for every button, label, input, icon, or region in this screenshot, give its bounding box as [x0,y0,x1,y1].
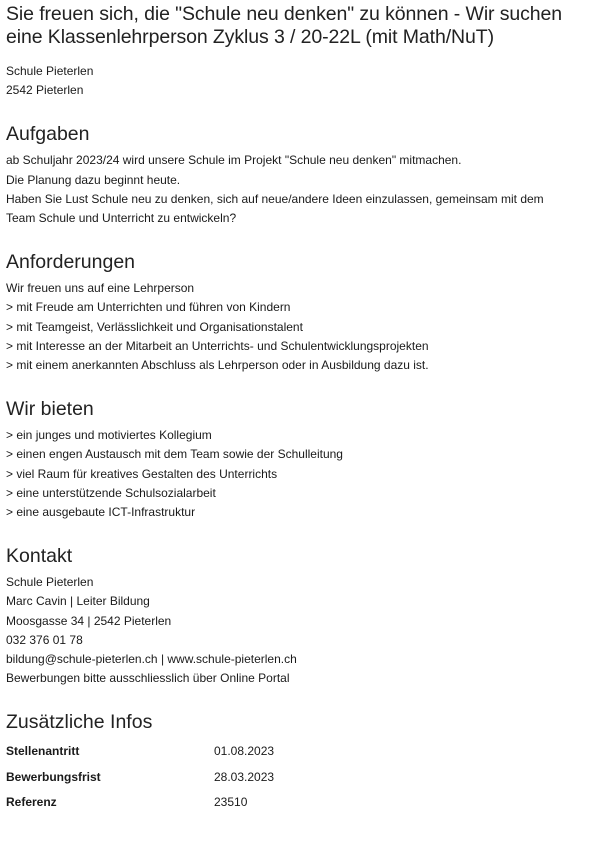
contact-email-website: bildung@schule-pieterlen.ch | www.schule-pieterlen.ch [6,652,297,667]
list-item: > mit einem anerkannten Abschluss als Lehrperson oder in Ausbildung dazu ist. [6,358,429,373]
section-wir-bieten [6,397,589,522]
section-anforderungen [6,250,589,375]
list-item: > eine ausgebaute ICT-Infrastruktur [6,505,196,520]
organization-name: Schule Pieterlen [6,64,94,78]
organization-location: 2542 Pieterlen [6,83,84,98]
table-row [6,738,274,764]
section-body-wir-bieten [6,426,589,522]
job-title-line-1: Sie freuen sich, die "Schule neu denken" zu können - Wir suchen [6,3,563,25]
list-item: > mit Teamgeist, Verlässlichkeit und Organisationstalent [6,319,303,334]
job-title-line-2: eine Klassenlehrperson Zyklus 3 / 20-22L (mit Math/NuT) [6,26,494,48]
text-line: Wir freuen uns auf eine Lehrperson [6,281,195,296]
table-row [6,764,274,790]
list-item: > einen engen Austausch mit dem Team sowie der Schulleitung [6,447,343,462]
info-value-bewerbungsfrist: 28.03.2023 [214,769,275,784]
section-aufgaben [6,122,589,228]
section-heading-kontakt: Kontakt [6,545,73,568]
section-heading-wir-bieten: Wir bieten [6,398,94,421]
list-item: > viel Raum für kreatives Gestalten des Unterrichts [6,466,278,481]
list-item: > mit Freude am Unterrichten und führen von Kindern [6,300,291,315]
contact-organization: Schule Pieterlen [6,575,94,590]
info-label-referenz: Referenz [6,795,57,810]
section-body-aufgaben [6,151,589,228]
list-item: > mit Interesse an der Mitarbeit an Unterrichts- und Schulentwicklungsprojekten [6,338,429,353]
text-line: ab Schuljahr 2023/24 wird unsere Schule im Projekt "Schule neu denken" mitmachen. [6,153,462,168]
section-heading-zusaetzliche-infos: Zusätzliche Infos [6,711,153,734]
info-value-stellenantritt: 01.08.2023 [214,744,275,759]
text-line: Haben Sie Lust Schule neu zu denken, sich auf neue/andere Ideen einzulassen, gemeinsam mit dem [6,191,544,206]
section-zusaetzliche-infos [6,710,589,815]
table-row [6,789,274,815]
contact-person: Marc Cavin | Leiter Bildung [6,594,150,609]
section-kontakt [6,544,589,688]
info-label-stellenantritt: Stellenantritt [6,744,80,759]
list-item: > eine unterstützende Schulsozialarbeit [6,485,216,500]
section-heading-anforderungen: Anforderungen [6,251,136,274]
text-line: Team Schule und Unterricht zu entwickeln? [6,211,237,226]
list-item: > ein junges und motiviertes Kollegium [6,428,212,443]
contact-application-note: Bewerbungen bitte ausschliesslich über Online Portal [6,671,290,686]
section-body-anforderungen [6,279,589,375]
organization-info [6,62,589,100]
section-body-kontakt [6,573,589,688]
job-title [6,3,589,49]
contact-address: Moosgasse 34 | 2542 Pieterlen [6,613,172,628]
contact-phone: 032 376 01 78 [6,632,83,647]
section-heading-aufgaben: Aufgaben [6,123,90,146]
info-value-referenz: 23510 [214,795,248,810]
info-table [6,738,274,815]
text-line: Die Planung dazu beginnt heute. [6,172,181,187]
info-label-bewerbungsfrist: Bewerbungsfrist [6,769,101,784]
